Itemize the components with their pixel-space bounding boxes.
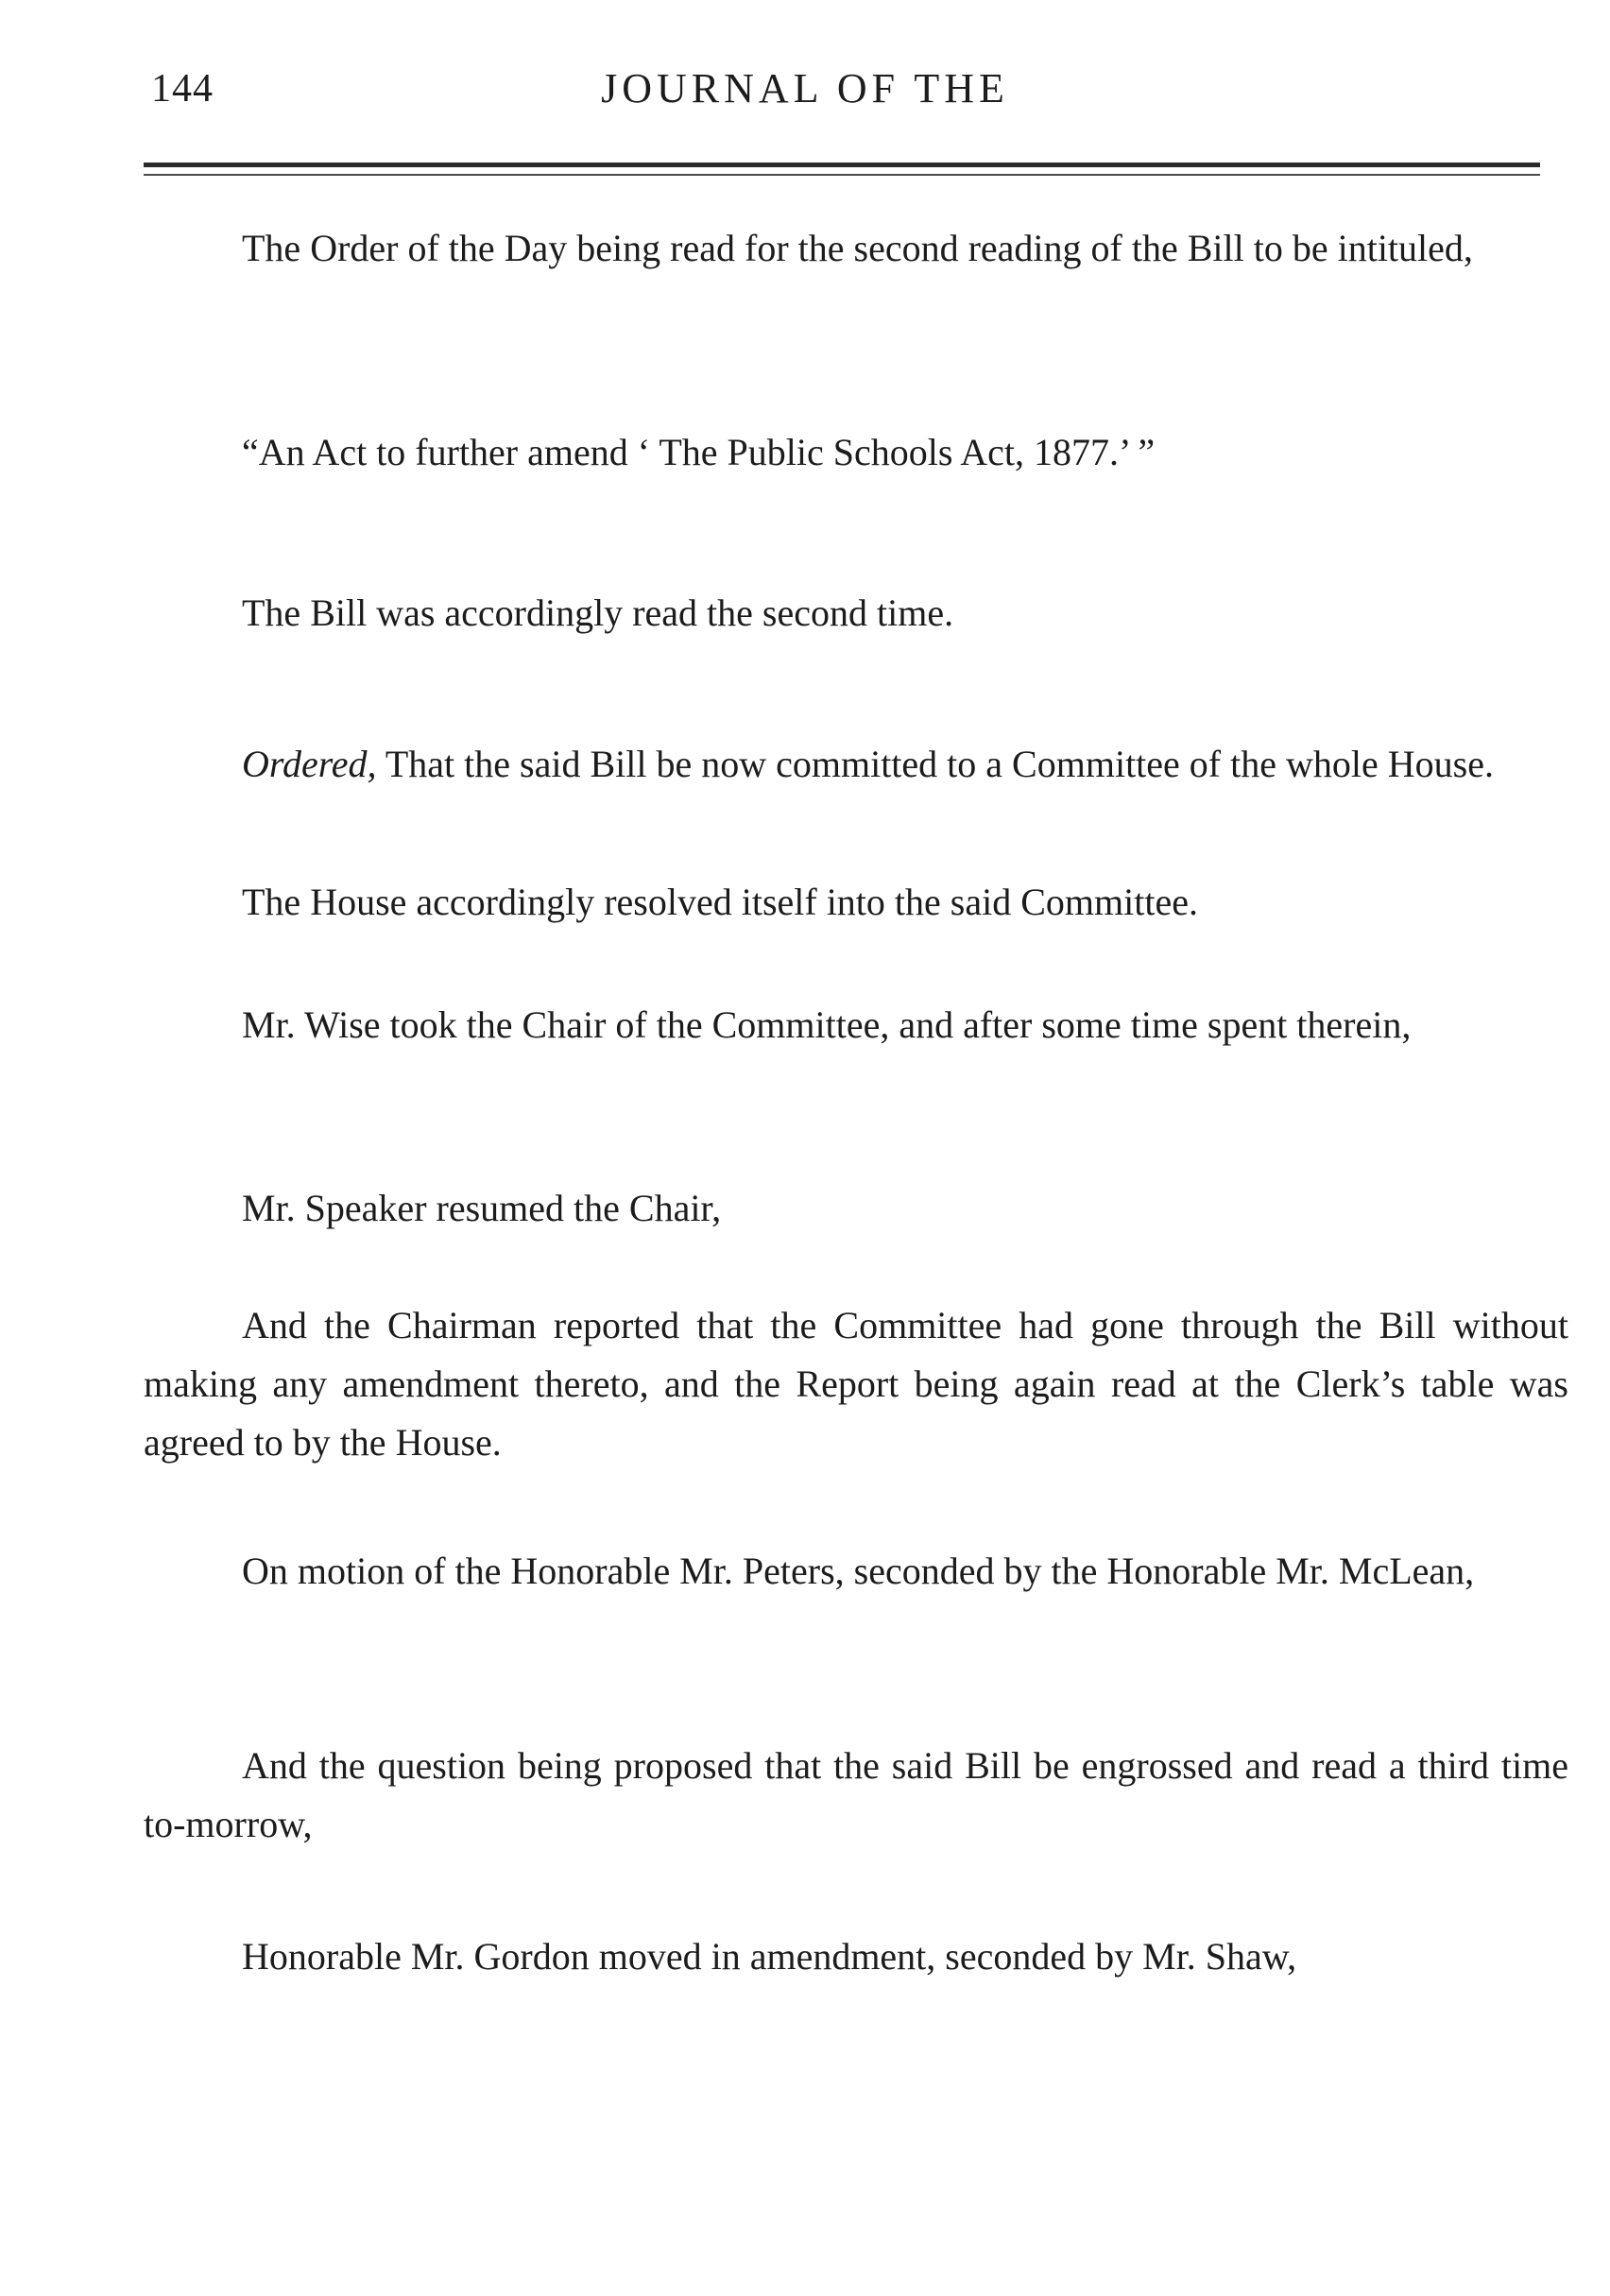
- paragraph-house-resolved: The House accordingly resolved itself into the said Committee.: [242, 881, 1198, 923]
- running-head: JOURNAL OF THE: [601, 65, 1009, 111]
- paragraph-order-of-the-day: The Order of the Day being read for the second reading of the Bill to be intituled,: [242, 227, 1473, 269]
- paragraph-ordered-committed: [144, 735, 1568, 794]
- page-number: 144: [151, 67, 214, 111]
- paragraph-chairman-reported: And the Chairman reported that the Committee had gone through the Bill without making any amendment thereto, and the Report being again read at the Clerk’s table was agreed to by the House.: [144, 1304, 1568, 1464]
- ordered-label: Ordered,: [242, 743, 377, 785]
- header-rule-thick: [144, 163, 1540, 167]
- paragraph-second-reading: The Bill was accordingly read the second time.: [242, 591, 954, 634]
- paragraph-bill-title: “An Act to further amend ‘ The Public Schools Act, 1877.’ ”: [242, 431, 1156, 473]
- paragraph-speaker-resumed: Mr. Speaker resumed the Chair,: [242, 1187, 722, 1229]
- ordered-text: That the said Bill be now committed to a Committee of the whole House.: [376, 743, 1494, 785]
- paragraph-question-proposed: And the question being proposed that the said Bill be engrossed and read a third time to-morrow,: [144, 1744, 1568, 1845]
- header-rule-thin: [144, 174, 1540, 176]
- paragraph-gordon-amendment: Honorable Mr. Gordon moved in amendment, seconded by Mr. Shaw,: [242, 1935, 1297, 1978]
- paragraph-chair-taken: Mr. Wise took the Chair of the Committee, and after some time spent therein,: [242, 1003, 1412, 1046]
- paragraph-motion-peters: On motion of the Honorable Mr. Peters, seconded by the Honorable Mr. McLean,: [242, 1550, 1475, 1592]
